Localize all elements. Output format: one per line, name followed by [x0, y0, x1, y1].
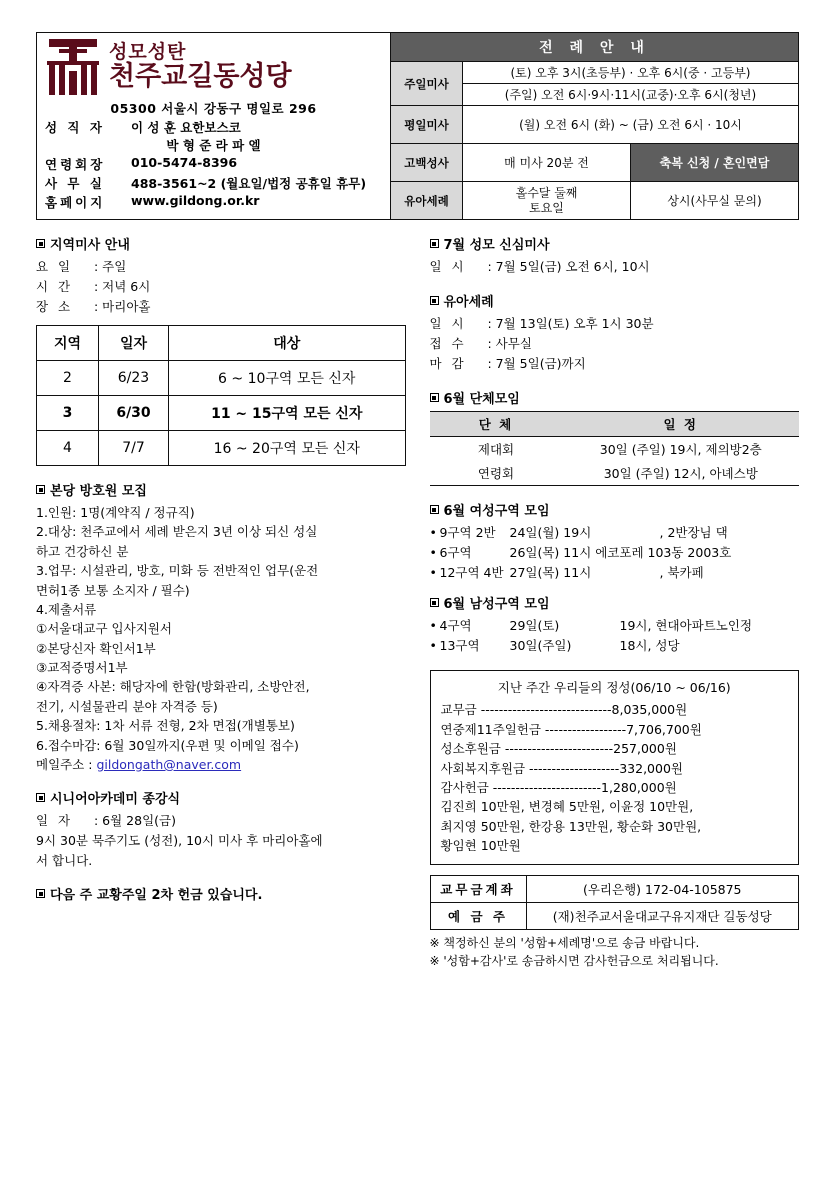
baptism-row-1-key: 접 수: [429, 336, 467, 351]
schedule-baptism-inquiry: 상시(사무실 문의): [667, 194, 762, 208]
table-row: [37, 361, 406, 396]
schedule-row-baptism: [391, 182, 798, 219]
parish-address: 05300 서울시 강동구 명일로 296: [110, 101, 317, 116]
schedule-row-sunday-label: 주일미사: [391, 62, 463, 105]
section-security-recruit-title: 본당 방호원 모집: [36, 480, 406, 499]
account-value-1: (재)천주교서울대교구유지재단 길동성당: [526, 903, 799, 930]
recruit-line-2: 하고 건강하신 분: [36, 543, 129, 559]
section-june-women-district: [430, 500, 800, 583]
offering-item-0-label: 교무금: [440, 702, 477, 718]
col-header-schedule: 일 정: [563, 412, 799, 437]
district-mass-row-2-key: 장 소: [36, 299, 74, 314]
women-row-2-group: 12구역 4반: [439, 565, 504, 580]
account-value-0: (우리은행) 172-04-105875: [526, 876, 799, 903]
schedule-blessing-value: 축복 신청 / 혼인면담: [631, 144, 798, 181]
schedule-confession-value: 매 미사 20분 전: [463, 144, 631, 181]
women-row-0-group: 9구역 2반: [439, 525, 496, 540]
parish-row-3-key: 사 무 실: [45, 176, 105, 191]
schedule-row-weekday: [391, 106, 798, 144]
recruit-line-0: 1.인원: 1명(계약직 / 정규직): [36, 505, 195, 520]
section-security-recruit: [36, 480, 406, 774]
account-note-0: ※ 책정하신 분의 '성함+세례명'으로 송금 바랍니다.: [429, 936, 700, 951]
recruit-line-8: ③교적증명서1부: [36, 660, 128, 675]
church-logo-icon: [45, 39, 101, 95]
cell-district: 2: [37, 361, 99, 396]
parish-row-2-key: 연령회장: [45, 157, 106, 172]
bullet-square-icon: [430, 505, 439, 514]
account-table: [430, 875, 800, 930]
men-row-1-place: 18시, 성당: [619, 638, 680, 653]
offering-summary-title: 지난 주간 우리들의 정성(06/10 ~ 06/16): [497, 680, 731, 695]
mass-schedule-block: [391, 32, 799, 220]
bullet-dot-icon: •: [429, 618, 437, 633]
table-header-row: [430, 412, 800, 437]
col-header-date: 일자: [99, 326, 169, 361]
marian-mass-row-0-value: : 7월 5일(금) 오전 6시, 10시: [487, 259, 650, 274]
baptism-row-2-key: 마 감: [429, 356, 467, 371]
district-mass-row-0-value: : 주일: [94, 259, 127, 274]
men-district-row-0: [430, 616, 800, 636]
offering-item-4: 감사헌금 ------------------------1,280,000원: [440, 779, 677, 795]
men-row-1-group: 13구역: [439, 638, 480, 653]
bullet-square-icon: [36, 793, 45, 802]
cell-schedule: 30일 (주일) 19시, 제의방2층: [599, 442, 762, 457]
offering-item-2-label: 성소후원금: [440, 741, 501, 757]
parish-row-0-key: 성 직 자: [45, 120, 105, 135]
account-notes: [430, 934, 800, 970]
parish-row-2-value: 010-5474-8396: [131, 155, 238, 170]
account-label-0: 교무금계좌: [430, 876, 526, 903]
bullet-square-icon: [430, 393, 439, 402]
women-district-row-1: [430, 543, 800, 563]
district-mass-row-0-key: 요 일: [36, 259, 74, 274]
parish-row-1-value: 박 형 준 라 파 엘: [166, 138, 261, 153]
cell-target: 11 ~ 15구역 모든 신자: [169, 396, 406, 431]
schedule-row-weekday-value: (월) 오전 6시 (화) ~ (금) 오전 6시 · 10시: [519, 118, 742, 132]
women-district-row-2: [430, 563, 800, 583]
bullet-dot-icon: •: [429, 638, 437, 653]
col-header-group: 단 체: [430, 412, 563, 437]
offering-item-3-amount: 332,000원: [619, 760, 683, 776]
bullet-dot-icon: •: [429, 545, 437, 560]
women-row-2-when: 27일(목) 11시: [509, 565, 592, 580]
men-row-1-date: 30일(주일): [509, 638, 572, 653]
offering-donors-2: 황임현 10만원: [440, 838, 521, 853]
parish-name: [109, 40, 292, 92]
men-district-row-1: [430, 636, 800, 656]
schedule-row-sunday-value-0: (토) 오후 3시(초등부) · 오후 6시(중 · 고등부): [463, 62, 798, 84]
offering-summary-box: [430, 670, 800, 865]
recruit-line-1: 2.대상: 천주교에서 세례 받은지 3년 이상 되신 성실: [36, 524, 318, 540]
marian-mass-row-0-key: 일 시: [429, 259, 467, 274]
schedule-row-confession: [391, 144, 798, 182]
schedule-baptism-value: 홀수달 둘째 토요일: [463, 182, 631, 219]
men-row-0-date: 29일(토): [509, 618, 560, 633]
section-june-women-district-title: 6월 여성구역 모임: [430, 500, 800, 519]
women-row-1-group: 6구역: [439, 545, 472, 560]
cell-district: 4: [37, 431, 99, 466]
cell-target: 6 ~ 10구역 모든 신자: [169, 361, 406, 396]
marian-mass-row-0: [430, 257, 800, 277]
parish-row-4-key: 홈페이지: [45, 195, 106, 210]
men-row-0-group: 4구역: [439, 618, 472, 633]
col-header-district: 지역: [37, 326, 99, 361]
cell-date: 6/23: [99, 361, 169, 396]
offering-item-0: 교무금 -----------------------------8,035,000원: [440, 702, 688, 718]
parish-row-2: [45, 155, 382, 173]
table-row: [37, 431, 406, 466]
table-row: [37, 396, 406, 431]
parish-name-line2: 천주교길동성당: [109, 60, 292, 92]
parish-row-3-value: 488-3561~2 (월요일/법정 공휴일 휴무): [131, 176, 367, 191]
baptism-row-2: [430, 354, 800, 374]
offering-item-3-label: 사회복지후원금: [440, 760, 526, 776]
schedule-row-confession-label: 고백성사: [391, 144, 463, 181]
offering-donors-1: 최지영 50만원, 한강용 13만원, 황순화 30만원,: [440, 818, 702, 834]
baptism-row-0-key: 일 시: [429, 316, 467, 331]
recruit-line-12: 6.접수마감: 6월 30일까지(우편 및 이메일 접수): [36, 737, 299, 753]
offering-item-3: 사회복지후원금 --------------------332,000원: [440, 760, 683, 776]
bullet-square-icon: [430, 598, 439, 607]
offering-item-0-amount: 8,035,000원: [611, 702, 688, 718]
baptism-row-1: [430, 334, 800, 354]
section-june-group-meetings: [430, 388, 800, 486]
bullet-dot-icon: •: [429, 525, 437, 540]
cell-district: 3: [37, 396, 99, 431]
offering-donors-0: 김진희 10만원, 변경혜 5만원, 이윤정 10만원,: [440, 799, 694, 815]
bullet-square-icon: [430, 296, 439, 305]
parish-row-0: [45, 118, 382, 136]
account-note-1: ※ '성함+감사'로 송금하시면 감사헌금으로 처리됩니다.: [429, 954, 719, 969]
recruit-line-5: 4.제출서류: [36, 601, 97, 617]
recruit-mail-link[interactable]: gildongath@naver.com: [96, 756, 242, 772]
section-district-mass: [36, 234, 406, 466]
table-row: [430, 876, 799, 903]
district-mass-row-1: [36, 277, 406, 297]
senior-academy-row-0-key: 일 자: [36, 813, 74, 829]
right-column: [430, 234, 800, 970]
section-senior-academy: [36, 788, 406, 870]
district-mass-row-2: [36, 297, 406, 317]
district-mass-row-1-value: : 저녁 6시: [94, 279, 151, 294]
parish-info-block: [36, 32, 391, 220]
cell-date: 7/7: [99, 431, 169, 466]
recruit-line-7: ②본당신자 확인서1부: [36, 640, 156, 656]
cell-group: 제대회: [477, 442, 515, 457]
bullet-square-icon: [430, 239, 439, 248]
table-row: [430, 903, 799, 930]
section-july-marian-mass: [430, 234, 800, 277]
col-header-target: 대상: [169, 326, 406, 361]
district-mass-row-2-value: : 마리아홀: [94, 299, 151, 314]
section-senior-academy-title: 시니어아카데미 종강식: [36, 788, 406, 807]
offering-item-1-label: 연중제11주일헌금: [440, 721, 541, 737]
women-row-0-when: 24일(월) 19시: [509, 525, 592, 540]
bullet-square-icon: [36, 889, 45, 898]
cell-target: 16 ~ 20구역 모든 신자: [169, 431, 406, 466]
account-label-1: 예 금 주: [430, 903, 526, 930]
senior-academy-row-0-value: : 6월 28일(금): [94, 813, 176, 829]
schedule-row-sunday-value-1: (주일) 오전 6시·9시·11시(교중)·오후 6시(청년): [504, 88, 757, 102]
district-mass-row-0: [36, 257, 406, 277]
parish-row-0-value: 이 성 훈 요한보스코: [131, 120, 241, 135]
recruit-line-10: 전기, 시설물관리 분야 자격증 등): [36, 698, 218, 714]
cell-schedule: 30일 (주일) 12시, 아녜스방: [563, 461, 799, 486]
offering-item-2-amount: 257,000원: [613, 741, 677, 757]
section-district-mass-title: 지역미사 안내: [36, 234, 406, 253]
table-header-row: [37, 326, 406, 361]
bullet-square-icon: [36, 485, 45, 494]
section-june-group-meetings-title: 6월 단체모임: [430, 388, 800, 407]
recruit-line-3: 3.업무: 시설관리, 방호, 미화 등 전반적인 업무(운전: [36, 563, 319, 579]
recruit-line-6: ①서울대교구 입사지원서: [36, 621, 172, 637]
section-infant-baptism-title: 유아세례: [430, 291, 800, 310]
offering-item-1: 연중제11주일헌금 ------------------7,706,700원: [440, 721, 702, 737]
offering-item-2: 성소후원금 ------------------------257,000원: [440, 741, 677, 757]
district-mass-row-1-key: 시 간: [36, 279, 74, 294]
schedule-row-baptism-label: 유아세례: [391, 182, 463, 219]
women-district-row-0: [430, 523, 800, 543]
recruit-line-11: 5.채용절차: 1차 서류 전형, 2차 면접(개별통보): [36, 718, 295, 734]
offering-item-4-label: 감사헌금: [440, 779, 489, 795]
bulletin-header: [36, 32, 799, 220]
table-row: [430, 461, 800, 486]
recruit-mail-row: [36, 755, 406, 774]
parish-row-3: [45, 174, 382, 192]
baptism-row-0-value: : 7월 13일(토) 오후 1시 30분: [487, 316, 654, 331]
bullet-dot-icon: •: [429, 565, 437, 580]
section-june-men-district: [430, 593, 800, 656]
offering-item-4-amount: 1,280,000원: [601, 779, 677, 795]
cell-date: 6/30: [99, 396, 169, 431]
women-row-1-when: 26일(목) 11시 에코포레 103동 2003호: [509, 545, 732, 560]
parish-homepage-url[interactable]: www.gildong.or.kr: [131, 193, 260, 208]
recruit-line-9: ④자격증 사본: 해당자에 한함(방화관리, 소방안전,: [36, 679, 310, 695]
mass-schedule-title: 전 례 안 내: [391, 33, 798, 62]
baptism-row-1-value: : 사무실: [487, 336, 532, 351]
bullet-square-icon: [36, 239, 45, 248]
senior-academy-line-1: 서 합니다.: [36, 852, 93, 868]
district-mass-table: [36, 325, 406, 466]
baptism-row-2-value: : 7월 5일(금)까지: [487, 356, 586, 371]
parish-logo-row: [45, 39, 382, 95]
parish-row-4: [45, 193, 382, 211]
section-june-men-district-title: 6월 남성구역 모임: [430, 593, 800, 612]
group-meetings-table: [430, 411, 800, 486]
senior-academy-line-0: 9시 30분 묵주기도 (성전), 10시 미사 후 마리아홀에: [36, 833, 323, 849]
table-row: [430, 437, 800, 462]
parish-name-line1: 성모성탄: [109, 40, 187, 63]
men-row-0-place: 19시, 현대아파트노인정: [619, 618, 753, 633]
schedule-row-sunday: [391, 62, 798, 106]
section-infant-baptism: [430, 291, 800, 374]
recruit-mail-label: 메일주소 :: [36, 756, 97, 772]
recruit-line-4: 면허1종 보통 소지자 / 필수): [36, 582, 190, 598]
senior-academy-row-0: [36, 811, 406, 831]
left-column: [36, 234, 406, 970]
schedule-row-weekday-label: 평일미사: [391, 106, 463, 143]
section-next-week-collection: [36, 884, 406, 903]
cell-group: 연령회: [430, 461, 563, 486]
offering-item-1-amount: 7,706,700원: [626, 721, 702, 737]
women-row-2-place: , 북카페: [659, 565, 704, 580]
baptism-row-0: [430, 314, 800, 334]
section-next-week-collection-title: 다음 주 교황주일 2차 헌금 있습니다.: [36, 884, 406, 903]
section-july-marian-mass-title: 7월 성모 신심미사: [430, 234, 800, 253]
women-row-0-place: , 2반장님 댁: [659, 525, 728, 540]
